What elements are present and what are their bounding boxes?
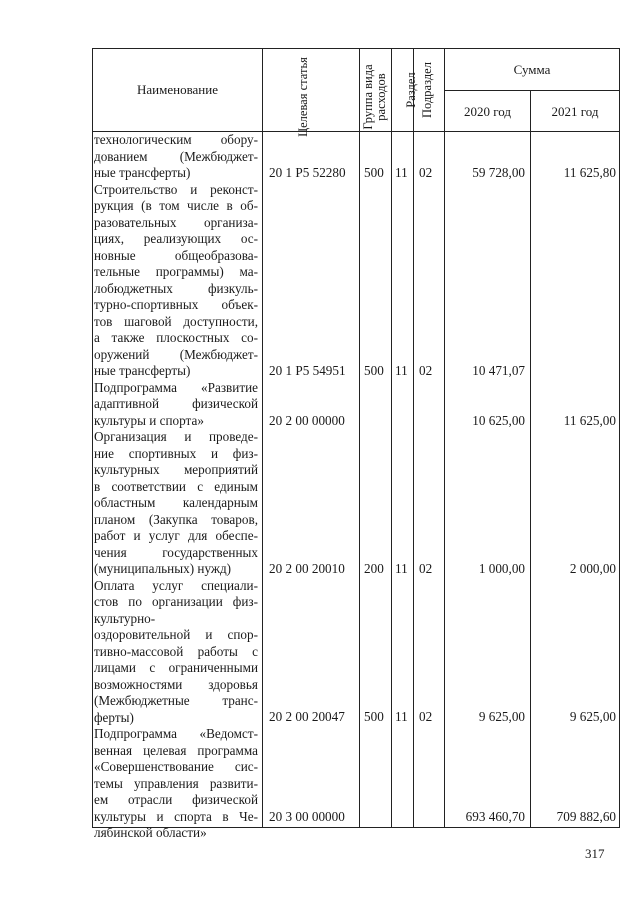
- col-border-subsection: [444, 48, 445, 828]
- name-line: дованием (Межбюджет-: [94, 148, 258, 164]
- row-1-2020: 59 728,00: [472, 165, 525, 180]
- header-section: Раздел: [404, 72, 418, 108]
- name-line: ние спортивных и физ-: [94, 445, 258, 461]
- name-line: ем отрасли физической: [94, 792, 258, 807]
- header-name: Наименование: [137, 82, 218, 97]
- name-line: областным календарным: [94, 495, 258, 510]
- row-2-2020: 10 471,07: [472, 363, 525, 378]
- row-2-name: [94, 182, 258, 380]
- header-year-2020: 2020 год: [464, 104, 511, 119]
- col-border-2020: [530, 90, 531, 828]
- row-6-2020: 693 460,70: [465, 809, 525, 824]
- name-line: Организация и проведе-: [94, 429, 258, 444]
- row-5-subsection: 02: [419, 709, 433, 724]
- name-line: а также плоскостных со-: [94, 330, 258, 345]
- name-line: лябинской области»: [94, 825, 207, 840]
- page-number: 317: [585, 846, 605, 861]
- name-line: тельные программы) ма-: [94, 264, 258, 279]
- name-line: культуры и спорта в Че-: [94, 808, 258, 824]
- name-line: Подпрограмма «Ведомст-: [94, 726, 258, 741]
- row-1-group: 500: [364, 165, 384, 180]
- row-3-code: 20 2 00 00000: [269, 413, 345, 428]
- name-line: темы управления развити-: [94, 775, 258, 791]
- row-3-2021: 11 625,00: [563, 413, 616, 428]
- col-border-code: [359, 48, 360, 828]
- col-border-right: [619, 48, 620, 828]
- name-line: тов шаговой доступности,: [94, 313, 258, 329]
- row-5-group: 500: [364, 709, 384, 724]
- header-sum: Сумма: [513, 62, 551, 77]
- row-5-name: [94, 578, 258, 727]
- col-border-left: [92, 48, 93, 828]
- row-1-2021: 11 625,80: [563, 165, 616, 180]
- row-6-code: 20 3 00 00000: [269, 809, 345, 824]
- row-1-subsection: 02: [419, 165, 433, 180]
- name-line: циях, реализующих ос-: [94, 231, 258, 246]
- row-4-code: 20 2 00 20010: [269, 561, 345, 576]
- row-2-code: 20 1 P5 54951: [269, 363, 346, 378]
- name-line: (Межбюджетные транс-: [94, 693, 258, 708]
- name-line: венная целевая программа: [94, 742, 258, 758]
- header-expense-group: Группа вида расходов: [361, 64, 388, 130]
- row-4-name: [94, 429, 258, 578]
- row-4-2021: 2 000,00: [569, 561, 616, 576]
- name-line: работ и услуг для обеспе-: [94, 528, 258, 543]
- name-line: возможностями здоровья: [94, 676, 258, 692]
- name-line: культурных мероприятий: [94, 462, 258, 477]
- header-year-2021: 2021 год: [551, 104, 599, 119]
- name-line: «Совершенствование сис-: [94, 759, 258, 774]
- sum-header-divider: [444, 90, 619, 91]
- table-top-border: [92, 48, 619, 49]
- row-4-2020: 1 000,00: [478, 561, 525, 576]
- name-line: стов по организации физ-: [94, 594, 258, 609]
- col-border-section: [413, 48, 414, 828]
- row-3-2020: 10 625,00: [472, 413, 525, 428]
- name-line: тивно-массовой работы с: [94, 643, 258, 659]
- name-line: планом (Закупка товаров,: [94, 511, 258, 527]
- row-2-group: 500: [364, 363, 384, 378]
- name-line: рукция (в том числе в об-: [94, 198, 258, 213]
- header-target-article: Целевая статья: [296, 57, 310, 137]
- name-line: лобюджетных физкуль-: [94, 280, 258, 296]
- name-line: разовательных организа-: [94, 214, 258, 230]
- name-line: (муниципальных) нужд): [94, 561, 232, 576]
- col-border-group: [391, 48, 392, 828]
- name-line: новные общеобразова-: [94, 247, 258, 263]
- row-4-group: 200: [364, 561, 384, 576]
- name-line: ные трансферты): [94, 363, 191, 378]
- row-1-code: 20 1 P5 52280: [269, 165, 346, 180]
- row-3-name: [94, 380, 258, 430]
- name-line: оружений (Межбюджет-: [94, 346, 258, 362]
- name-line: турно-спортивных объек-: [94, 297, 258, 312]
- row-1-section: 11: [395, 165, 408, 180]
- row-4-subsection: 02: [419, 561, 433, 576]
- header-subsection: Подраздел: [420, 62, 434, 118]
- name-line: Строительство и реконст-: [94, 181, 258, 197]
- name-line: Подпрограмма «Развитие: [94, 379, 258, 395]
- name-line: Оплата услуг специали-: [94, 577, 258, 593]
- name-line: культурно-: [94, 610, 156, 626]
- row-6-2021: 709 882,60: [556, 809, 616, 824]
- name-line: чения государственных: [94, 544, 258, 560]
- name-line: технологическим обору-: [94, 132, 258, 147]
- col-border-name: [262, 48, 263, 828]
- row-2-section: 11: [395, 363, 408, 378]
- row-5-code: 20 2 00 20047: [269, 709, 345, 724]
- name-line: культуры и спорта»: [94, 412, 204, 428]
- name-line: адаптивной физической: [94, 396, 258, 411]
- row-5-2020: 9 625,00: [478, 709, 525, 724]
- row-5-section: 11: [395, 709, 408, 724]
- row-6-name: [94, 726, 258, 842]
- name-line: оздоровительной и спор-: [94, 627, 258, 642]
- row-4-section: 11: [395, 561, 408, 576]
- name-line: ферты): [94, 709, 134, 725]
- row-2-subsection: 02: [419, 363, 433, 378]
- row-1-name: [94, 132, 258, 182]
- name-line: ные трансферты): [94, 165, 191, 180]
- row-5-2021: 9 625,00: [569, 709, 616, 724]
- name-line: в соответствии с единым: [94, 478, 258, 494]
- name-line: лицами с ограниченными: [94, 660, 258, 675]
